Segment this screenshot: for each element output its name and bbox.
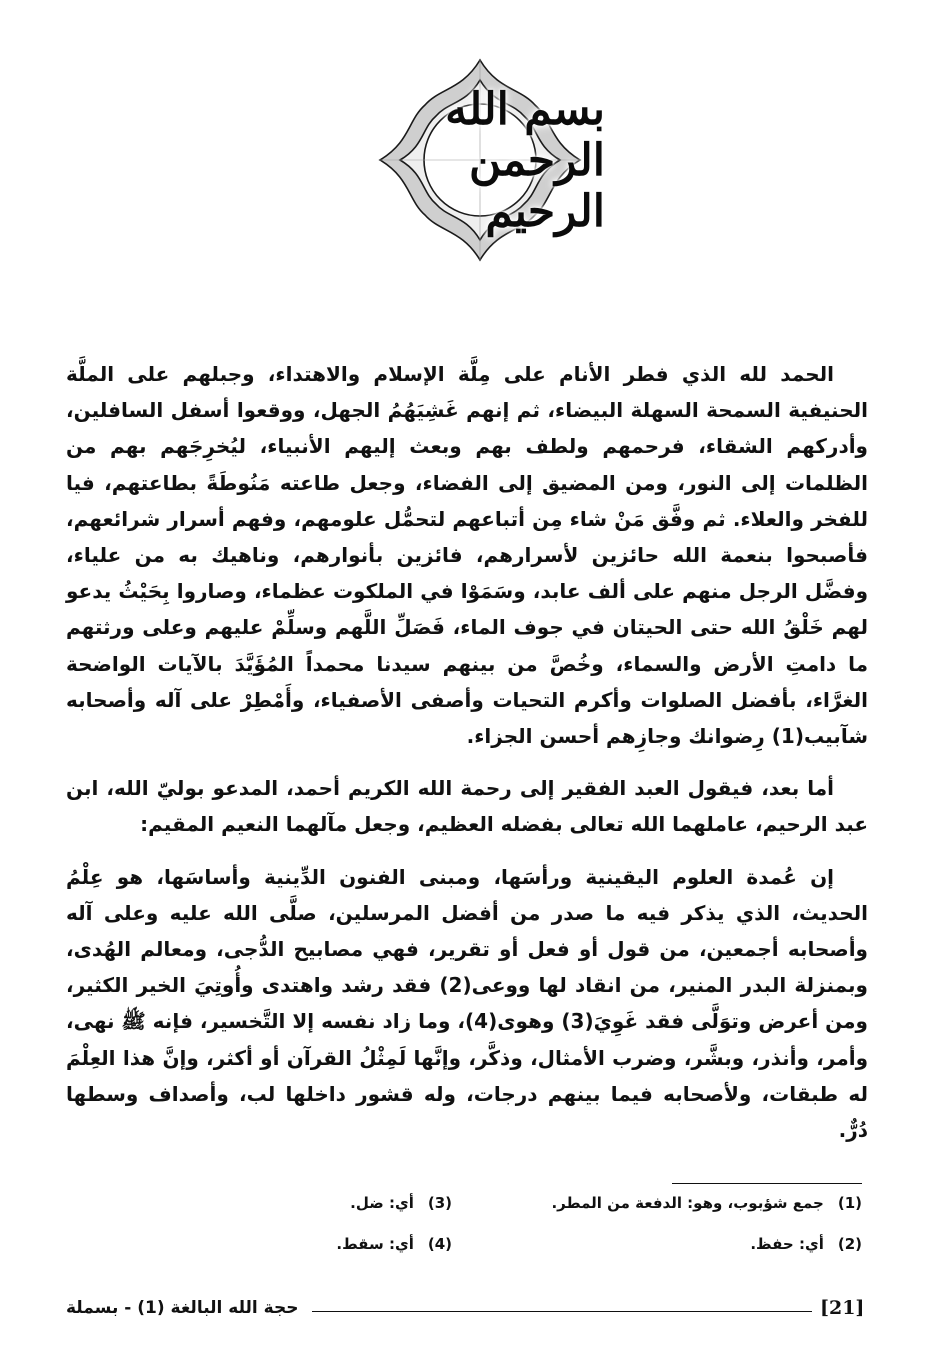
footnote-text: أي: ضل. (350, 1194, 414, 1212)
footnote-4 (336, 1235, 452, 1253)
running-footer-title: حجة الله البالغة (1) - بسملة (66, 1298, 299, 1318)
footnote-separator (672, 1183, 862, 1184)
paragraph-praise: الحمد لله الذي فطر الأنام على مِلَّة الإسلام والاهتداء، وجبلهم على الملَّة الحنيفية السمحة السهلة البيضاء، ثم إنهم غَشِيَهُمُ الجهل، ووقعوا أسفل السافلين، وأدركهم الشقاء، فرحمهم ولطف بهم وبعث إليهم الأنبياء، ليُخرِجَهم بهم من الظلمات إلى النور، ومن المضيق إلى الفضاء، وجعل طاعته مَنُوطَةً بطاعتهم، فيا للفخر والعلاء. ثم وفَّق مَنْ شاء مِن أتباعهم لتحمُّل علومهم، وفهم أسرار شرائعهم، فأصبحوا بنعمة الله حائزين لأسرارهم، فائزين بأنوارهم، وناهيك به من علياء، وفضَّل الرجل منهم على ألف عابد، وسَمَوْا في الملكوت عظماء، وصاروا بِحَيْثُ يدعو لهم خَلْقُ الله حتى الحيتان في جوف الماء، فَصَلِّ اللَّهم وسلِّمْ عليهم وعلى ورثتهم ما دامتِ الأرض والسماء، وخُصَّ من بينهم سيدنا محمداً المُؤَيَّدَ بالآيات الواضحة الغرَّاء، بأفضل الصلوات وأكرم التحيات وأصفى الأصفياء، وأَمْطِرْ على آله وأصحابه شآبيب(1) رِضوانك وجازِهم أحسن الجزاء. (66, 362, 868, 749)
footnote-number: (1) (837, 1194, 862, 1212)
basmala-calligraphy: بسم الله الرحمن الرحيم (445, 83, 605, 237)
footnote-1 (551, 1194, 862, 1212)
footnote-number: (2) (837, 1235, 862, 1253)
footnote-2 (750, 1235, 862, 1253)
footnote-text: جمع شؤبوب، وهو: الدفعة من المطر. (551, 1194, 824, 1212)
main-text (66, 356, 868, 1148)
footnote-number: (4) (427, 1235, 452, 1253)
footer-rule (312, 1311, 812, 1312)
footnote-number: (3) (427, 1194, 452, 1212)
footnote-3 (350, 1194, 452, 1212)
paragraph-hadith-science: إن عُمدة العلوم اليقينية ورأسَها، ومبنى الفنون الدِّينية وأساسَها، هو عِلْمُ الحديث، الذي يذكر فيه ما صدر من أفضل المرسلين، صلَّى الله عليه وعلى آله وأصحابه أجمعين، من قول أو فعل أو تقرير، فهي مصابيح الدُّجى، ومعالم الهُدى، وبمنزلة البدر المنير، من انقاد لها ووعى(2) فقد رشد واهتدى وأُوتِيَ الخير الكثير، ومن أعرض وتوَلَّى فقد غَوِيَ(3) وهوى(4)، وما زاد نفسه إلا التَّخسير، فإنه ﷺ نهى، وأمر، وأنذر، وبشَّر، وضرب الأمثال، وذكَّر، وإنَّها لَمِثْلُ القرآن أو أكثر، وإنَّ هذا العِلْمَ له طبقات، ولأصحابه فيما بينهم درجات، وله قشور داخلها لب، وأصداف وسطها دُرٌّ. (66, 864, 868, 1143)
footnote-text: أي: سقط. (336, 1235, 414, 1253)
page-number: [21] (820, 1297, 865, 1319)
footnote-text: أي: حفظ. (750, 1235, 824, 1253)
paragraph-amma-bad: أما بعد، فيقول العبد الفقير إلى رحمة الله الكريم أحمد، المدعو بوليّ الله، ابن عبد الرحيم، عاملهما الله تعالى بفضله العظيم، وجعل مآلهما النعيم المقيم: (66, 776, 868, 837)
